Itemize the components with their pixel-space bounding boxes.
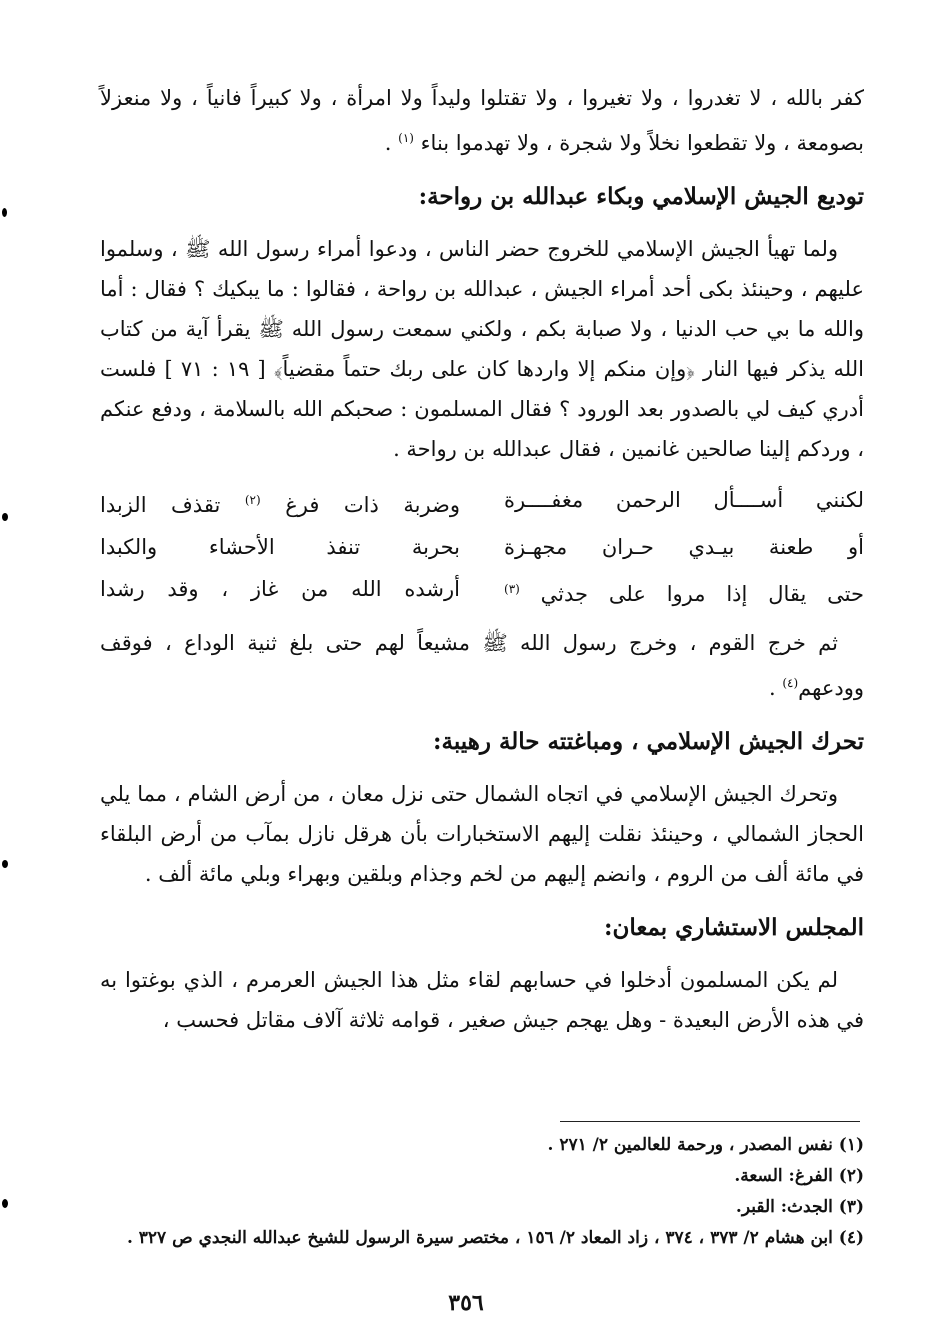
poem-hemistich-second-end: تقذف الزبدا <box>100 493 221 517</box>
section-heading-farewell: توديع الجيش الإسلامي وبكاء عبدالله بن رواحة: <box>418 183 864 210</box>
scan-speck <box>2 860 8 868</box>
intro-paragraph <box>100 78 864 163</box>
intro-end: . <box>384 131 392 155</box>
poem-hemistich-first: لكنني أســــأل الرحمن مغفــــرة <box>504 488 864 512</box>
scan-speck <box>2 1199 8 1208</box>
movement-paragraph: وتحرك الجيش الإسلامي في اتجاه الشمال حتى نزل معان ، من أرض الشام ، مما يلي الحجاز الشمالي ، وحينئذ نقلت إليهم الاستخبارات بأن هرقل نازل بمآب من أرض البلقاء في مائة ألف من الروم ، وانضم إليهم من لخم وجذام وبلقين وبهراء وبلي مائة ألف . <box>100 782 864 886</box>
intro-text: كفر بالله ، لا تغدروا ، ولا تغيروا ، ولا تقتلوا وليداً ولا امرأة ، ولا كبيراً فانياً ، ولا منعزلاً بصومعة ، ولا تقطعوا نخلاً ولا شجرة ، ولا تهدموا بناء <box>100 86 864 155</box>
footnote-ref-4: (٤) <box>782 676 799 690</box>
footnote-ref-3: (٣) <box>504 582 520 596</box>
footnotes <box>100 1130 864 1254</box>
departure-paragraph <box>100 623 864 708</box>
footnote: (٤) ابن هشام ٢/ ٣٧٣ ، ٣٧٤ ، زاد المعاد ٢/ ١٥٦ ، مختصر سيرة الرسول للشيخ عبدالله النجدي ص ٣٢٧ . <box>126 1228 864 1248</box>
poem-hemistich-second: أرشده الله من غاز ، وقد رشدا <box>100 577 460 601</box>
footnote-divider <box>560 1121 860 1122</box>
poem-hemistich-first <box>504 568 864 615</box>
scan-speck <box>2 208 7 217</box>
section-heading-council: المجلس الاستشاري بمعان: <box>603 914 864 941</box>
footnote-ref-2: (٢) <box>244 493 261 507</box>
departure-text: ثم خرج القوم ، وخرج رسول الله ﷺ مشيعاً لهم حتى بلغ ثنية الوداع ، فوقف وودعهم <box>100 631 864 700</box>
section-heading-movement: تحرك الجيش الإسلامي ، ومباغتته حالة رهيبة: <box>433 728 864 755</box>
page-body <box>100 78 864 1040</box>
farewell-paragraph: ولما تهيأ الجيش الإسلامي للخروج حضر الناس ، ودعوا أمراء رسول الله ﷺ ، وسلموا عليهم ، وحينئذ بكى أحد أمراء الجيش ، عبدالله بن رواحة ، فقالوا : ما يبكيك ؟ فقال : أما والله ما بي حب الدنيا ، ولا صبابة بكم ، ولكني سمعت رسول الله ﷺ يقرأ آية من كتاب الله يذكر فيها النار ﴿وإن منكم إلا واردها كان على ربك حتماً مقضياً﴾ [ ١٩ : ٧١ ] فلست أدري كيف لي بالصدور بعد الورود ؟ فقال المسلمون : صحبكم الله بالسلامة ، ودفع عنكم ، وردكم إلينا صالحين غانمين ، فقال عبدالله بن رواحة . <box>100 237 864 461</box>
council-paragraph: لم يكن المسلمون أدخلوا في حسابهم لقاء مثل هذا الجيش العرمرم ، الذي بوغتوا به في هذه الأرض البعيدة - وهل يهجم جيش صغير ، قوامه ثلاثة آلاف مقاتل فحسب ، <box>100 968 864 1032</box>
poem-hemistich-second: بحربة تنفذ الأحشاء والكبدا <box>100 535 460 559</box>
departure-end: . <box>768 676 776 700</box>
footnote: (٣) الجدث: القبر. <box>735 1197 864 1217</box>
poem-line <box>100 526 864 568</box>
poem-line <box>100 568 864 615</box>
poem-line <box>100 479 864 526</box>
poem-hemistich-second <box>100 479 460 526</box>
poem <box>100 479 864 615</box>
page-number: ٣٥٦ <box>448 1290 484 1316</box>
poem-hemistich-first: أو طعنة بيـدي حـران مجهـزة <box>504 535 864 559</box>
scan-speck <box>2 513 8 521</box>
poem-hemistich-first-text: حتى يقال إذا مروا على جدثي <box>540 582 864 606</box>
footnote-ref-1: (١) <box>398 131 414 145</box>
poem-hemistich-second-text: وضربة ذات فرغ <box>285 493 461 517</box>
footnote: (٢) الفرغ: السعة. <box>734 1166 864 1186</box>
footnote: (١) نفس المصدر ، ورحمة للعالمين ٢/ ٢٧١ . <box>547 1135 864 1155</box>
